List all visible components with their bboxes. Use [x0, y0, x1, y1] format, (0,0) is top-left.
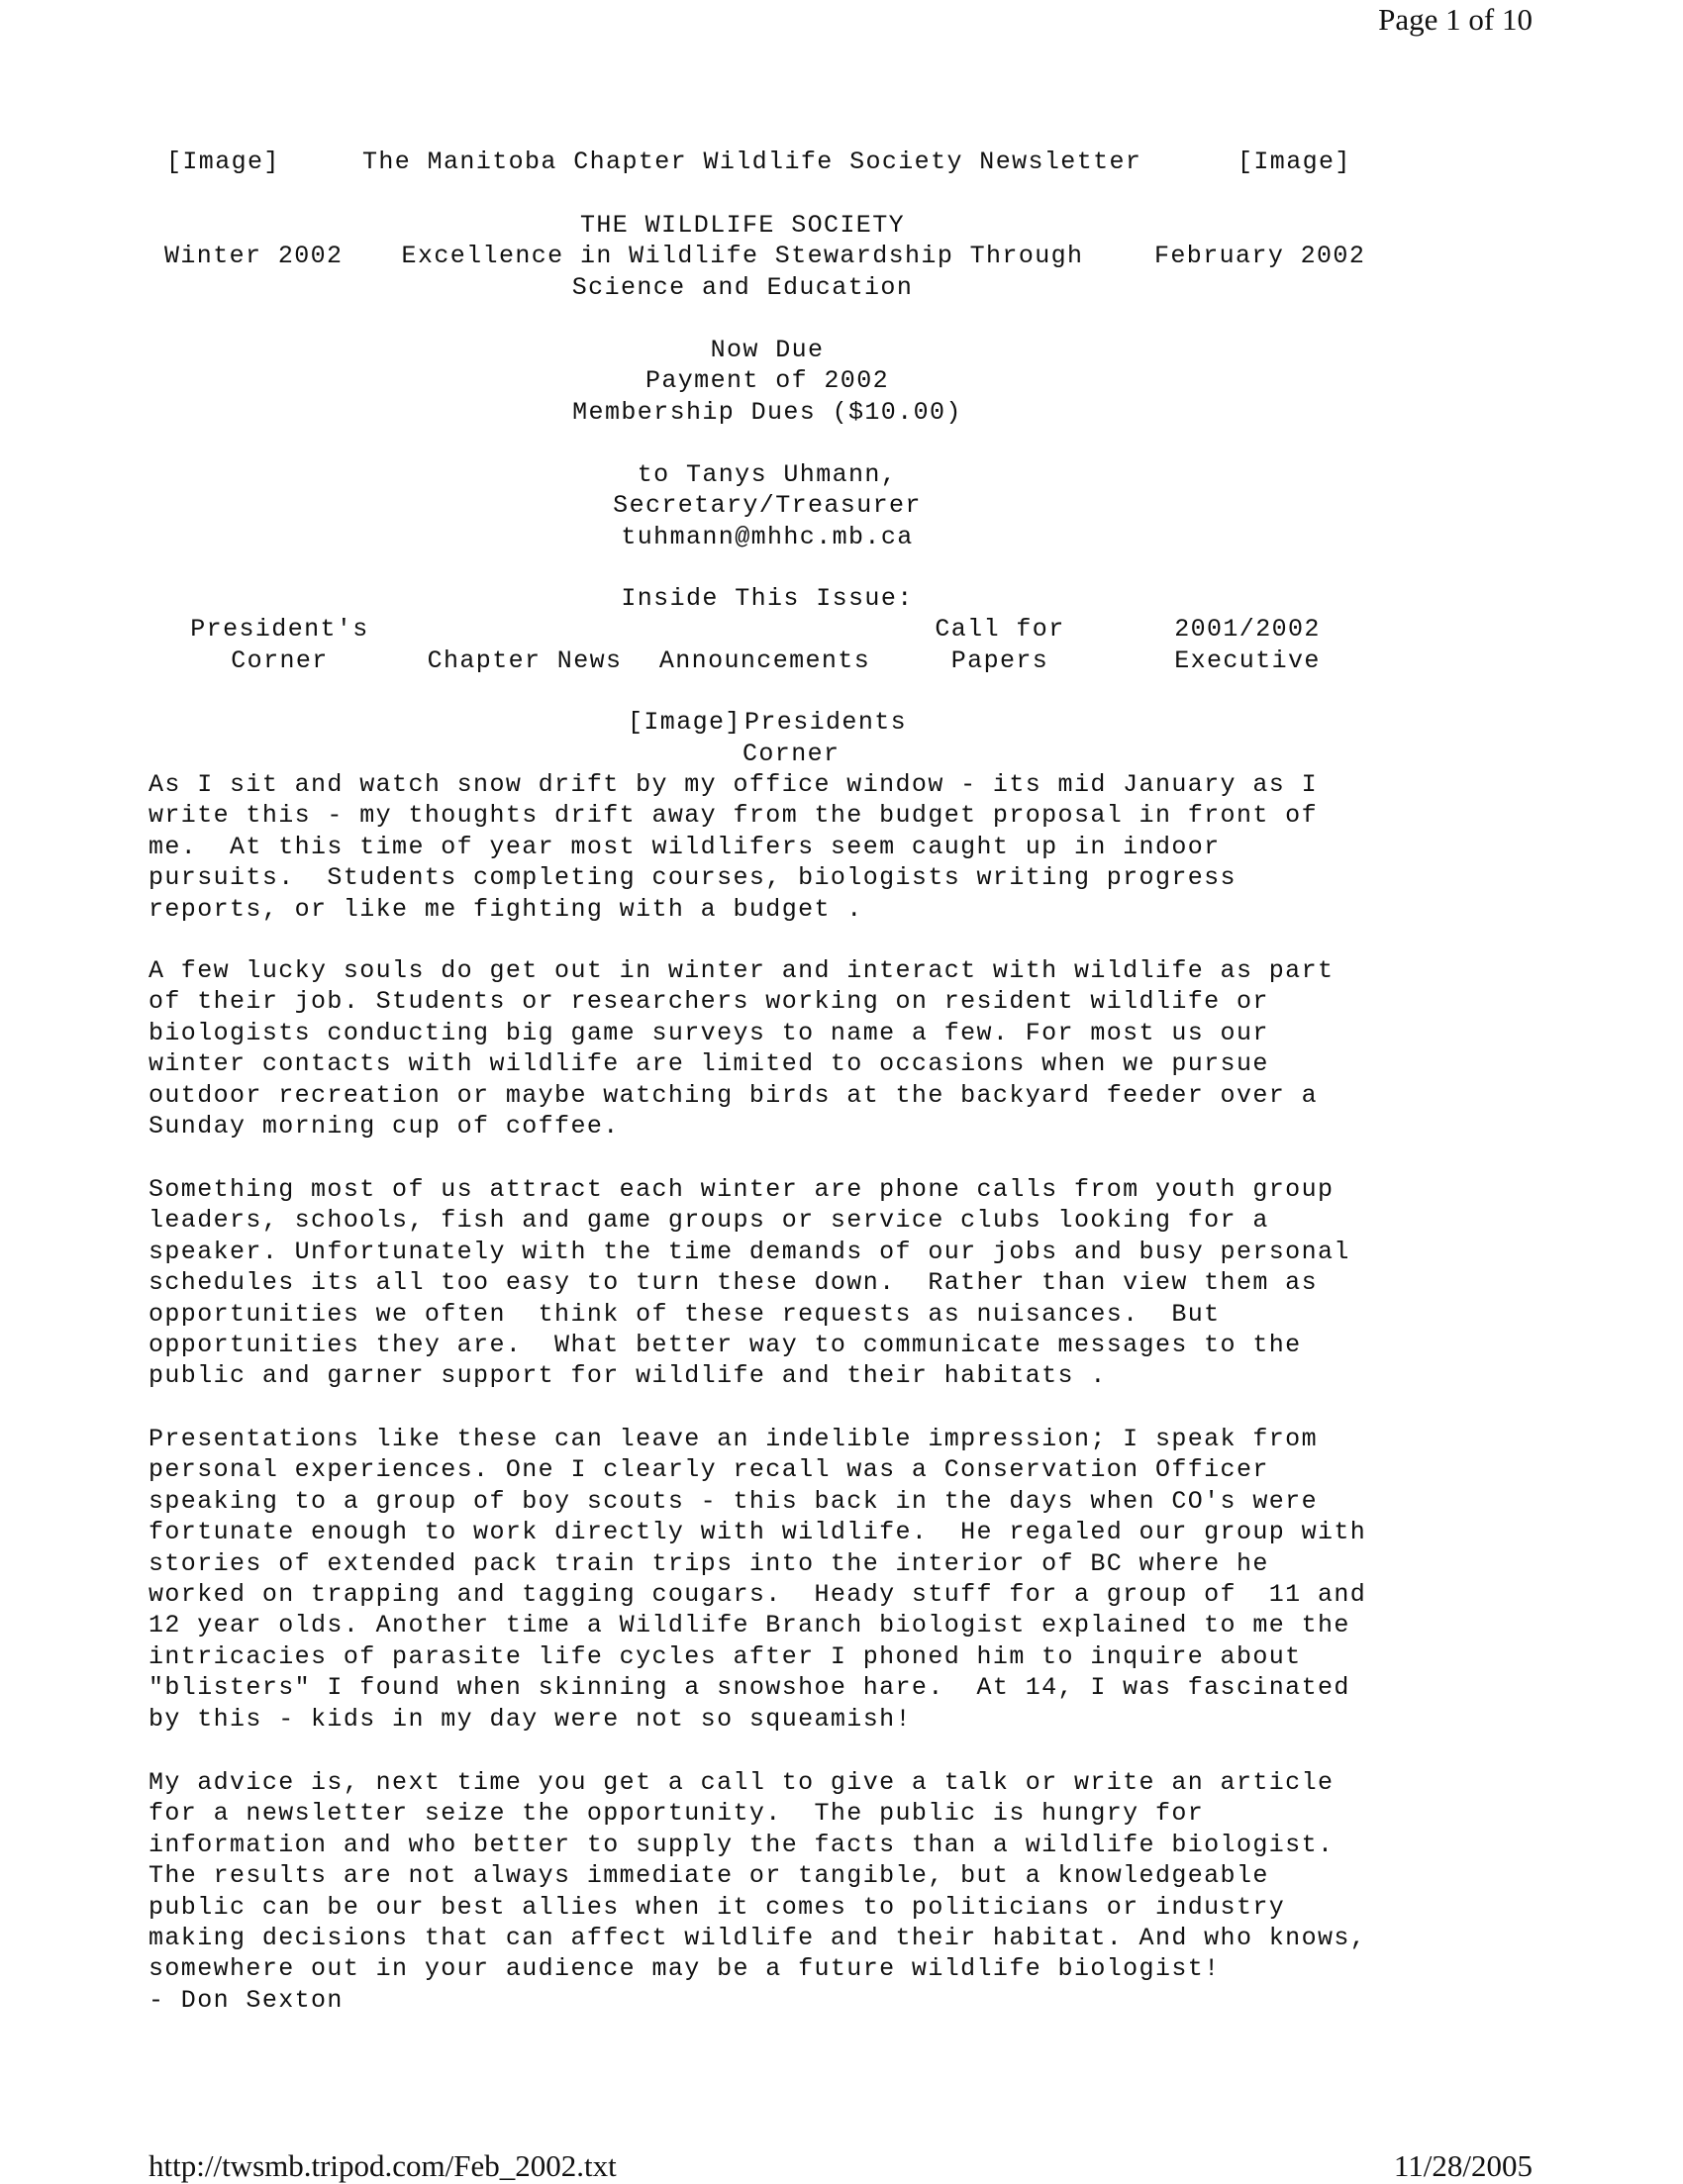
article-paragraph-4: Presentations like these can leave an indelible impression; I speak from personal experiences. One I clearly recall was a Conservation Officer speaking to a group of boy scouts - this back in the days when CO's were fortunate enough to work directly with wildlife. He regaled our group with stories of extended pack train trips into the interior of BC where he worked on trapping and tagging cougars. Heady stuff for a group of 11 and 12 year olds. Another time a Wildlife Branch biologist explained to me the intricacies of parasite life cycles after I phoned him to inquire about "blisters" I found when skinning a snowshoe hare. At 14, I was fascinated by this - kids in my day were not so squeamish!	[148, 1425, 1367, 1734]
contents-item-executive-line2: Executive	[1174, 646, 1321, 675]
image-placeholder-right: [Image]	[1238, 148, 1351, 176]
issue-month: February 2002	[1154, 242, 1366, 270]
article-image-placeholder: [Image]	[628, 708, 742, 737]
contents-item-presidents-corner-line2: Corner	[231, 646, 329, 675]
contents-heading: Inside This Issue:	[621, 584, 914, 613]
dues-line-2: Payment of 2002	[644, 366, 890, 395]
contents-item-announcements: Announcements	[658, 646, 871, 675]
dues-line-1: Now Due	[710, 336, 825, 364]
article-paragraph-2: A few lucky souls do get out in winter and interact with wildlife as part of their job. Students or researchers working on resident wildlife or biologists conducting big game surveys to name a few. For most us our winter contacts with wildlife are limited to occasions when we pursue outdoor recreation or maybe watching birds at the backyard feeder over a Sunday morning cup of coffee.	[148, 956, 1335, 1142]
issue-season: Winter 2002	[164, 242, 344, 270]
article-paragraph-3: Something most of us attract each winter are phone calls from youth group leaders, schools, fish and game groups or service clubs looking for a speaker. Unfortunately with the time demands of our jobs and busy personal schedules its all too easy to turn these down. Rather than view them as opportunities we often think of these requests as nuisances. But opportunities they are. What better way to communicate messages to the public and garner support for wildlife and their habitats .	[148, 1175, 1350, 1391]
dues-recipient-role: Secretary/Treasurer	[613, 491, 922, 520]
article-title-line1: Presidents	[744, 708, 908, 737]
contents-item-chapter-news: Chapter News	[427, 646, 623, 675]
contents-item-presidents-corner-line1: President's	[190, 615, 369, 644]
contents-item-call-for-papers-line1: Call for	[935, 615, 1065, 644]
page-number: Page 1 of 10	[1378, 2, 1533, 37]
motto-line-2: Science and Education	[571, 273, 914, 302]
contents-item-executive-line1: 2001/2002	[1174, 615, 1321, 644]
dues-recipient: to Tanys Uhmann,	[637, 460, 898, 489]
article-paragraph-1: As I sit and watch snow drift by my office window - its mid January as I write this - my thoughts drift away from the budget proposal in front of me. At this time of year most wildlifers seem caught up in indoor pursuits. Students completing courses, biologists writing progress reports, or like me fighting with a budget .	[148, 770, 1318, 924]
motto-line-1: Excellence in Wildlife Stewardship Through	[401, 242, 1084, 270]
society-name: THE WILDLIFE SOCIETY	[579, 211, 906, 240]
article-title-line2: Corner	[742, 740, 841, 768]
image-placeholder-left: [Image]	[166, 148, 280, 176]
dues-line-3: Membership Dues ($10.00)	[572, 398, 962, 427]
newsletter-title: The Manitoba Chapter Wildlife Society Newsletter	[362, 148, 1142, 176]
contents-item-call-for-papers-line2: Papers	[950, 646, 1049, 675]
print-date: 11/28/2005	[1393, 2148, 1533, 2183]
article-paragraph-5: My advice is, next time you get a call to give a talk or write an article for a newsletter seize the opportunity. The public is hungry for information and who better to supply the facts than a wildlife biologist. The results are not always immediate or tangible, but a knowledgeable public can be our best allies when it comes to politicians or industry making decisions that can affect wildlife and their habitat. And who knows, somewhere out in your audience may be a future wildlife biologist! - Don Sexton	[148, 1768, 1367, 2015]
dues-recipient-email: tuhmann@mhhc.mb.ca	[621, 523, 914, 551]
source-url: http://twsmb.tripod.com/Feb_2002.txt	[148, 2148, 617, 2183]
